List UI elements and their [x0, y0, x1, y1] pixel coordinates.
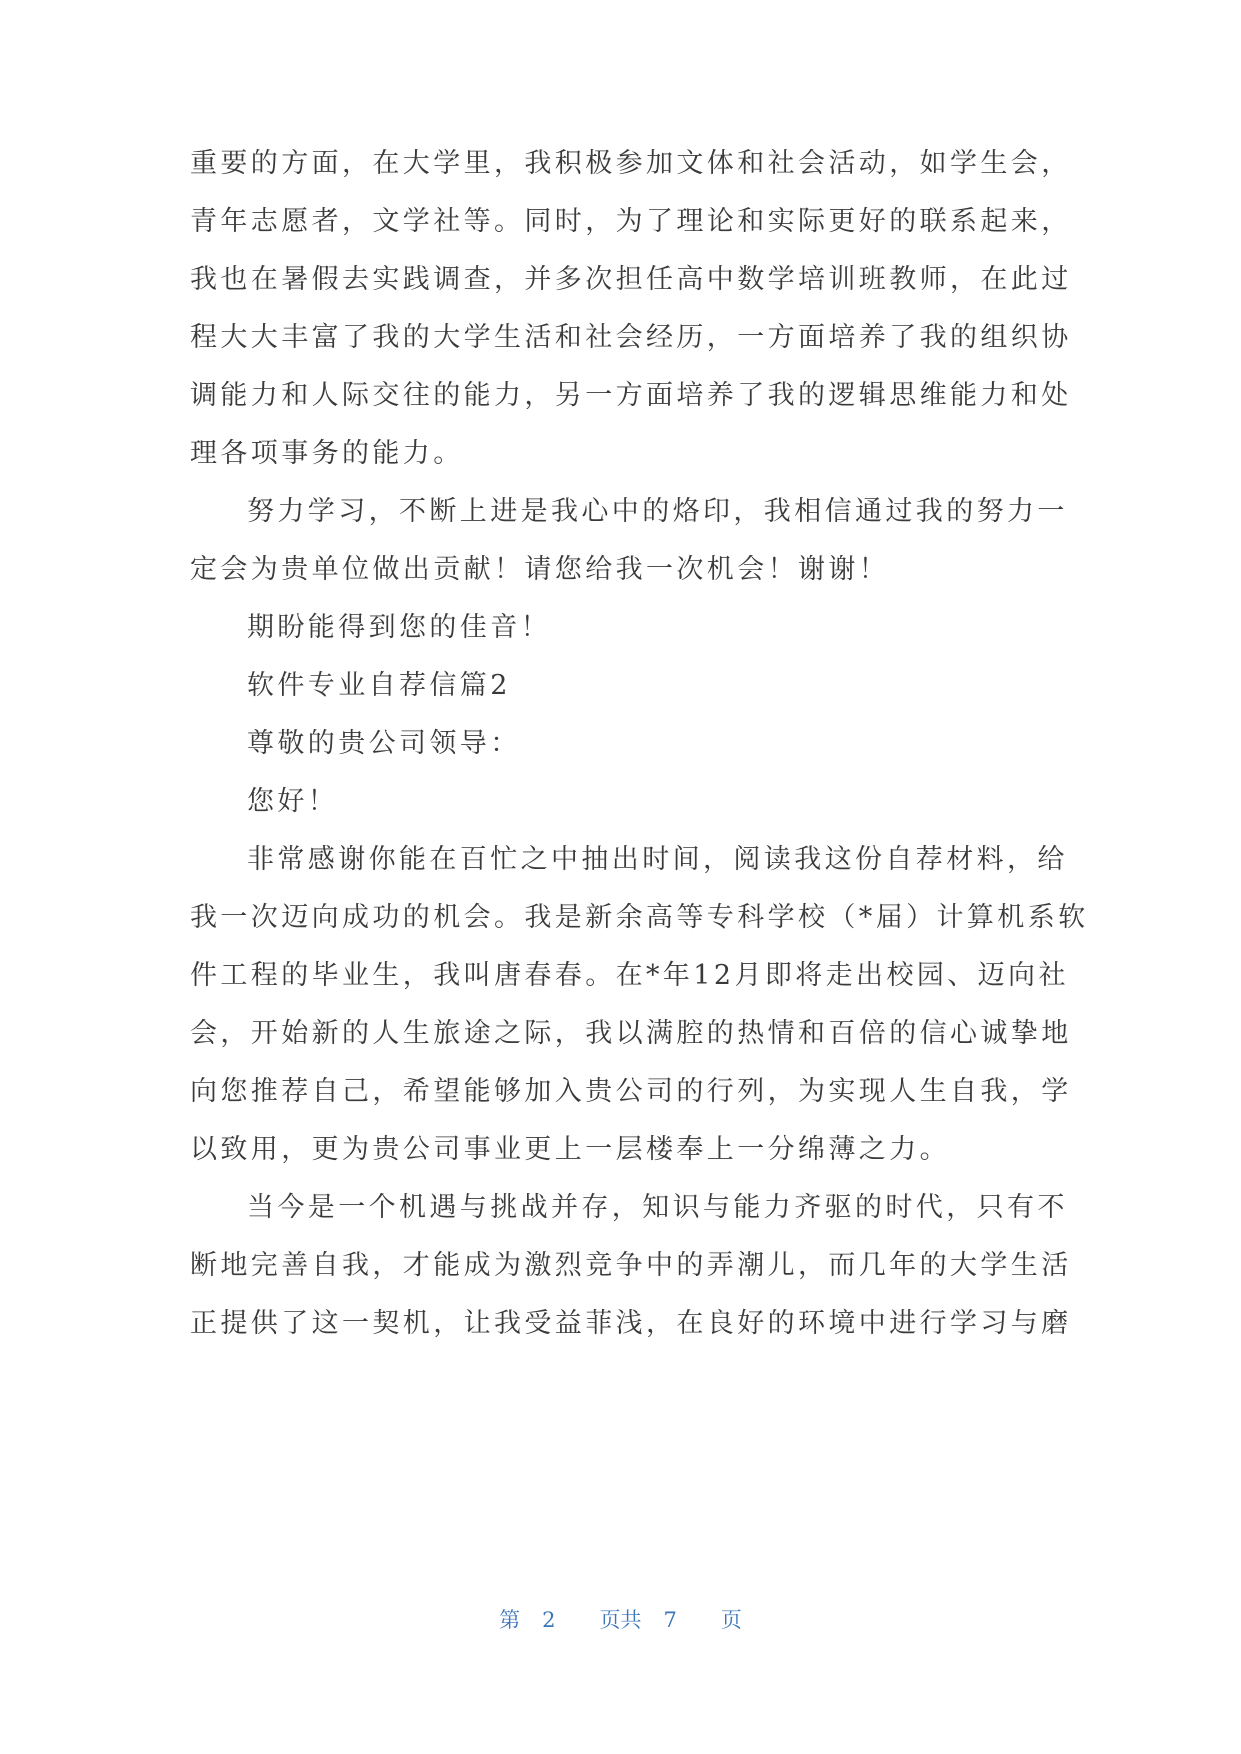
salutation: 尊敬的贵公司领导：: [247, 728, 521, 759]
footer-total-pages: 7: [663, 1608, 677, 1632]
greeting: 您好！: [247, 786, 339, 817]
body-line: 程大大丰富了我的大学生活和社会经历，一方面培养了我的组织协: [190, 322, 1072, 353]
footer-prefix: 第: [499, 1608, 521, 1632]
body-line: 以致用，更为贵公司事业更上一层楼奉上一分绵薄之力。: [190, 1134, 950, 1165]
body-line: 我一次迈向成功的机会。我是新余高等专科学校（*届）计算机系软: [190, 902, 1089, 933]
body-line: 当今是一个机遇与挑战并存，知识与能力齐驱的时代，只有不: [247, 1192, 1068, 1223]
body-line: 我也在暑假去实践调查，并多次担任高中数学培训班教师，在此过: [190, 264, 1072, 295]
body-line: 向您推荐自己，希望能够加入贵公司的行列，为实现人生自我，学: [190, 1076, 1072, 1107]
body-line: 努力学习，不断上进是我心中的烙印，我相信通过我的努力一: [247, 496, 1068, 527]
body-line: 期盼能得到您的佳音！: [247, 612, 551, 643]
body-line: 正提供了这一契机，让我受益菲浅，在良好的环境中进行学习与磨: [190, 1308, 1072, 1339]
body-line: 理各项事务的能力。: [190, 438, 464, 469]
body-line: 重要的方面，在大学里，我积极参加文体和社会活动，如学生会，: [190, 148, 1072, 179]
body-line: 青年志愿者，文学社等。同时，为了理论和实际更好的联系起来，: [190, 206, 1072, 237]
page-footer: [0, 1604, 1241, 1634]
body-line: 非常感谢你能在百忙之中抽出时间，阅读我这份自荐材料，给: [247, 844, 1068, 875]
footer-current-page: 2: [542, 1608, 556, 1632]
section-heading: 软件专业自荐信篇2: [247, 670, 511, 701]
body-line: 会，开始新的人生旅途之际，我以满腔的热情和百倍的信心诚挚地: [190, 1018, 1072, 1049]
footer-middle: 页共: [599, 1608, 642, 1632]
footer-suffix: 页: [720, 1608, 742, 1632]
body-line: 定会为贵单位做出贡献！请您给我一次机会！谢谢！: [190, 554, 890, 585]
body-line: 件工程的毕业生，我叫唐春春。在*年12月即将走出校园、迈向社: [190, 960, 1069, 991]
body-line: 断地完善自我，才能成为激烈竞争中的弄潮儿，而几年的大学生活: [190, 1250, 1072, 1281]
body-line: 调能力和人际交往的能力，另一方面培养了我的逻辑思维能力和处: [190, 380, 1072, 411]
